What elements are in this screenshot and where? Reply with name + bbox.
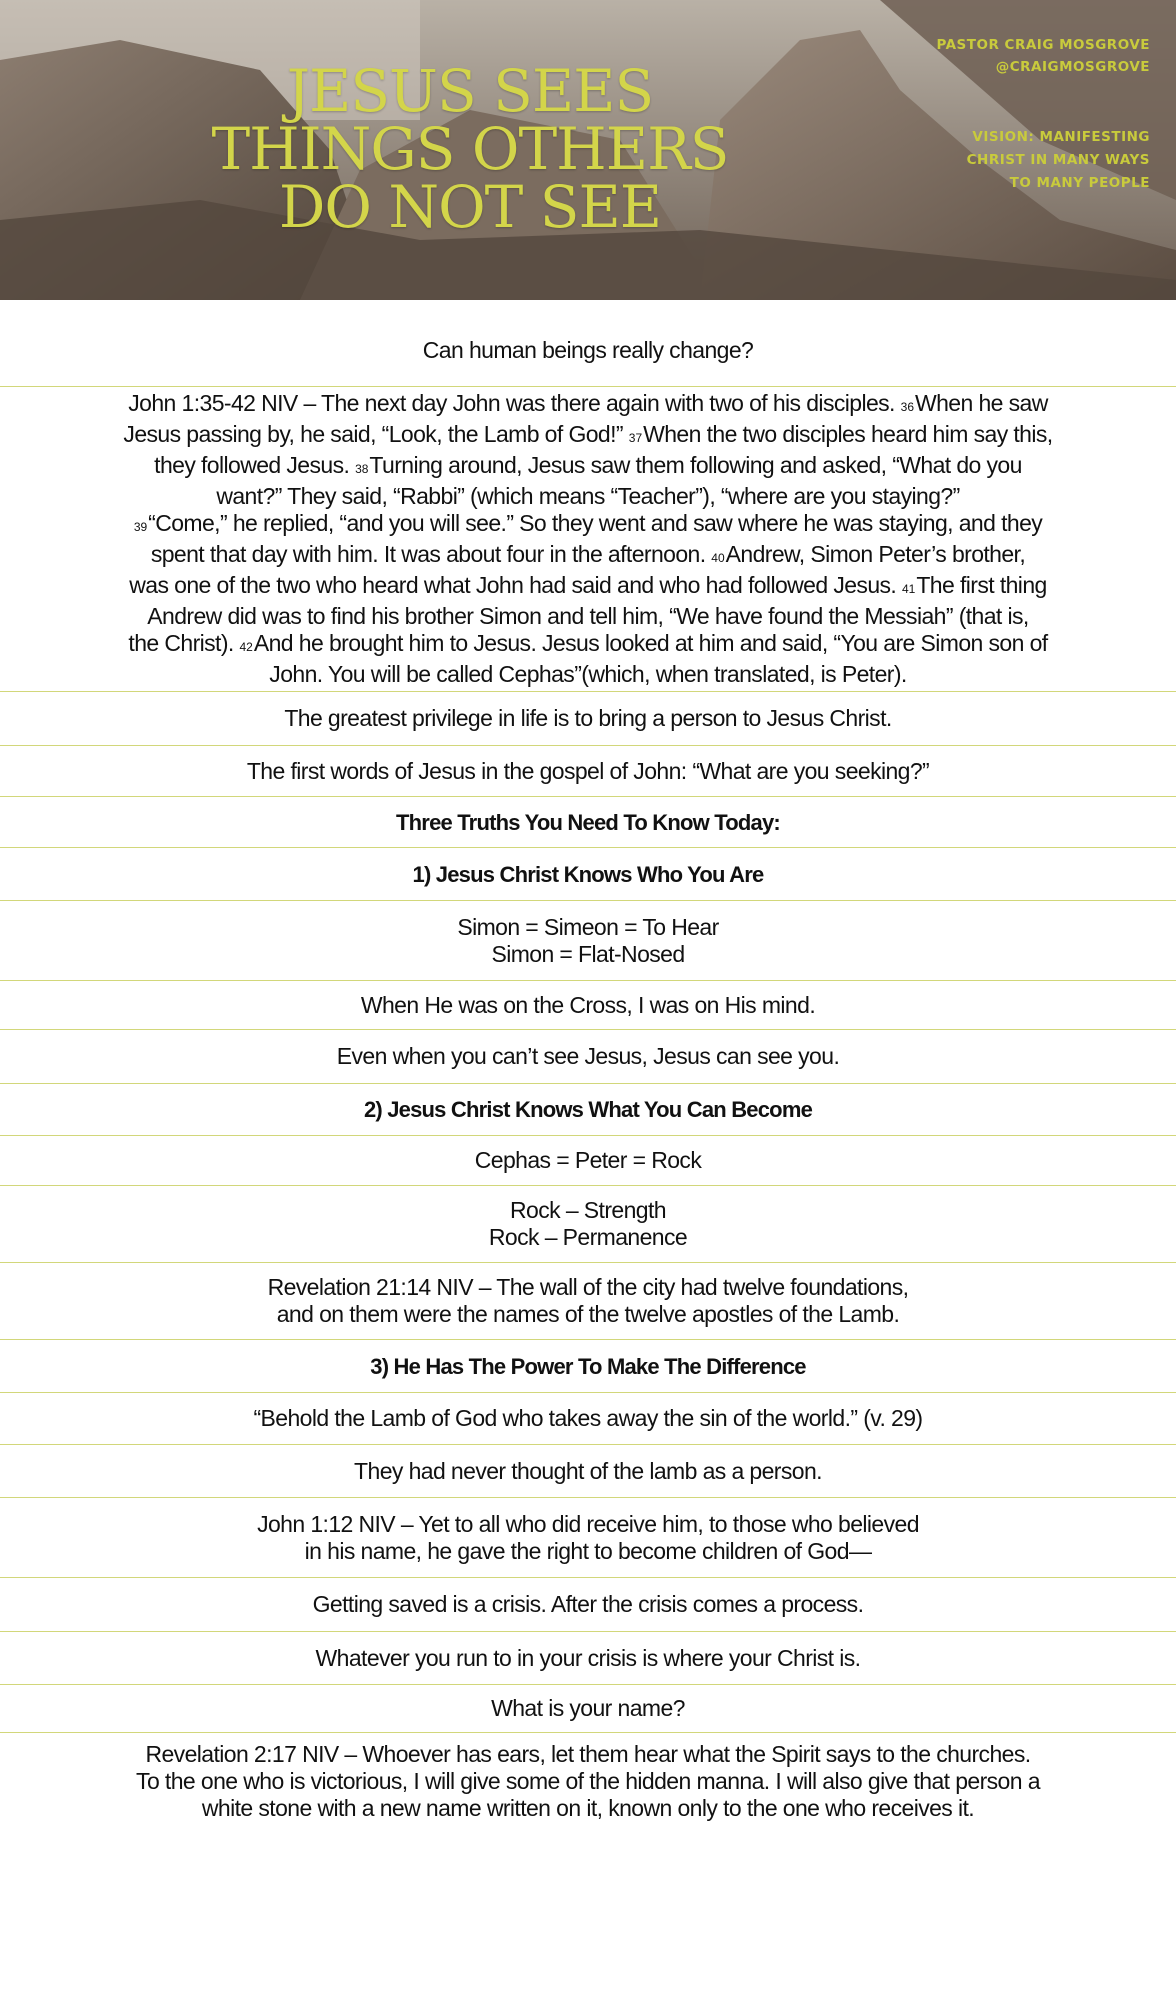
title-line-2: THINGS OTHERS <box>211 115 729 183</box>
note-row-question <box>0 300 1176 387</box>
passage-line: John. You will be called Cephas”(which, when translated, is Peter). <box>269 661 907 687</box>
pastor-name: PASTOR CRAIG MOSGROVE <box>936 37 1150 53</box>
note-row <box>0 1498 1176 1578</box>
note-text: The first words of Jesus in the gospel of John: “What are you seeking?” <box>246 757 930 784</box>
note-row-heading <box>0 1084 1176 1136</box>
pastor-credit <box>936 34 1150 78</box>
note-text: “Behold the Lamb of God who takes away the sin of the world.” (v. 29) <box>253 1405 923 1431</box>
note-row <box>0 1685 1176 1733</box>
note-text: What is your name? <box>491 1695 685 1721</box>
note-text: Whatever you run to in your crisis is where your Christ is. <box>315 1644 861 1671</box>
section-heading: Three Truths You Need To Know Today: <box>396 809 780 835</box>
note-text: Simon = Flat-Nosed <box>491 940 685 967</box>
note-text: in his name, he gave the right to become children of God— <box>304 1537 872 1564</box>
truth-heading-2: 2) Jesus Christ Knows What You Can Become <box>363 1097 813 1122</box>
note-text: To the one who is victorious, I will give some of the hidden manna. I will also give that person a <box>136 1767 1040 1794</box>
note-text: Rock – Permanence <box>488 1224 688 1250</box>
vision-statement <box>967 126 1150 195</box>
note-row <box>0 981 1176 1030</box>
passage-line: Jesus passing by, he said, “Look, the Lamb of God!” 37When the two disciples heard him say this, <box>123 421 1053 447</box>
note-text: They had never thought of the lamb as a person. <box>354 1457 822 1484</box>
passage-line: John 1:35-42 NIV – The next day John was there again with two of his disciples. 36When he saw <box>128 390 1048 416</box>
note-row <box>0 1263 1176 1340</box>
vision-line-3: TO MANY PEOPLE <box>1009 175 1150 191</box>
passage-line: Andrew did was to find his brother Simon and tell him, “We have found the Messiah” (that is, <box>147 603 1029 629</box>
note-row <box>0 1186 1176 1263</box>
note-row <box>0 1578 1176 1632</box>
vision-line-2: CHRIST IN MANY WAYS <box>966 152 1150 168</box>
note-text: Getting saved is a crisis. After the crisis comes a process. <box>312 1591 864 1617</box>
passage-line: they followed Jesus. 38Turning around, Jesus saw them following and asked, “What do you <box>154 452 1022 478</box>
vision-line-1: VISION: MANIFESTING <box>972 129 1150 145</box>
passage-line: 39“Come,” he replied, “and you will see.” So they went and saw where he was staying, and they <box>133 510 1043 536</box>
title-line-3: DO NOT SEE <box>278 173 662 241</box>
note-row-heading <box>0 1340 1176 1393</box>
note-row-john-passage <box>0 387 1176 692</box>
note-text: Cephas = Peter = Rock <box>474 1147 702 1173</box>
note-text: Revelation 21:14 NIV – The wall of the city had twelve foundations, <box>267 1274 909 1300</box>
page-title <box>200 57 740 241</box>
note-text: When He was on the Cross, I was on His mind. <box>360 991 816 1018</box>
note-row-heading <box>0 848 1176 901</box>
note-row <box>0 746 1176 797</box>
note-text: Simon = Simeon = To Hear <box>457 913 719 940</box>
title-line-1: JESUS SEES <box>286 57 654 125</box>
passage-line: was one of the two who heard what John had said and who had followed Jesus. 41The first thing <box>129 572 1047 598</box>
note-text: and on them were the names of the twelve apostles of the Lamb. <box>276 1301 900 1327</box>
note-text: Even when you can’t see Jesus, Jesus can see you. <box>336 1043 840 1069</box>
note-text: John 1:12 NIV – Yet to all who did receive him, to those who believed <box>257 1510 919 1537</box>
passage-line: spent that day with him. It was about four in the afternoon. 40Andrew, Simon Peter’s brother, <box>150 541 1026 567</box>
note-text: Revelation 2:17 NIV – Whoever has ears, let them hear what the Spirit says to the churches. <box>145 1740 1031 1767</box>
passage-line: want?” They said, “Rabbi” (which means “Teacher”), “where are you staying?” <box>216 483 960 509</box>
note-text: The greatest privilege in life is to bring a person to Jesus Christ. <box>284 705 892 731</box>
note-row <box>0 1393 1176 1445</box>
note-text: Rock – Strength <box>510 1197 666 1223</box>
note-row <box>0 1030 1176 1084</box>
note-row <box>0 901 1176 981</box>
note-row <box>0 1632 1176 1685</box>
note-row <box>0 1136 1176 1186</box>
pastor-handle: @CRAIGMOSGROVE <box>995 59 1150 75</box>
note-row <box>0 692 1176 746</box>
note-row-heading <box>0 797 1176 848</box>
header-banner <box>0 0 1176 300</box>
passage-line: the Christ). 42And he brought him to Jesus. Jesus looked at him and said, “You are Simon son of <box>128 630 1048 656</box>
question-text: Can human beings really change? <box>422 336 754 363</box>
note-row <box>0 1733 1176 1829</box>
truth-heading-1: 1) Jesus Christ Knows Who You Are <box>412 861 764 887</box>
sermon-notes <box>0 300 1176 1829</box>
note-text: white stone with a new name written on it, known only to the one who receives it. <box>201 1794 975 1821</box>
truth-heading-3: 3) He Has The Power To Make The Difference <box>370 1353 806 1379</box>
note-row <box>0 1445 1176 1498</box>
